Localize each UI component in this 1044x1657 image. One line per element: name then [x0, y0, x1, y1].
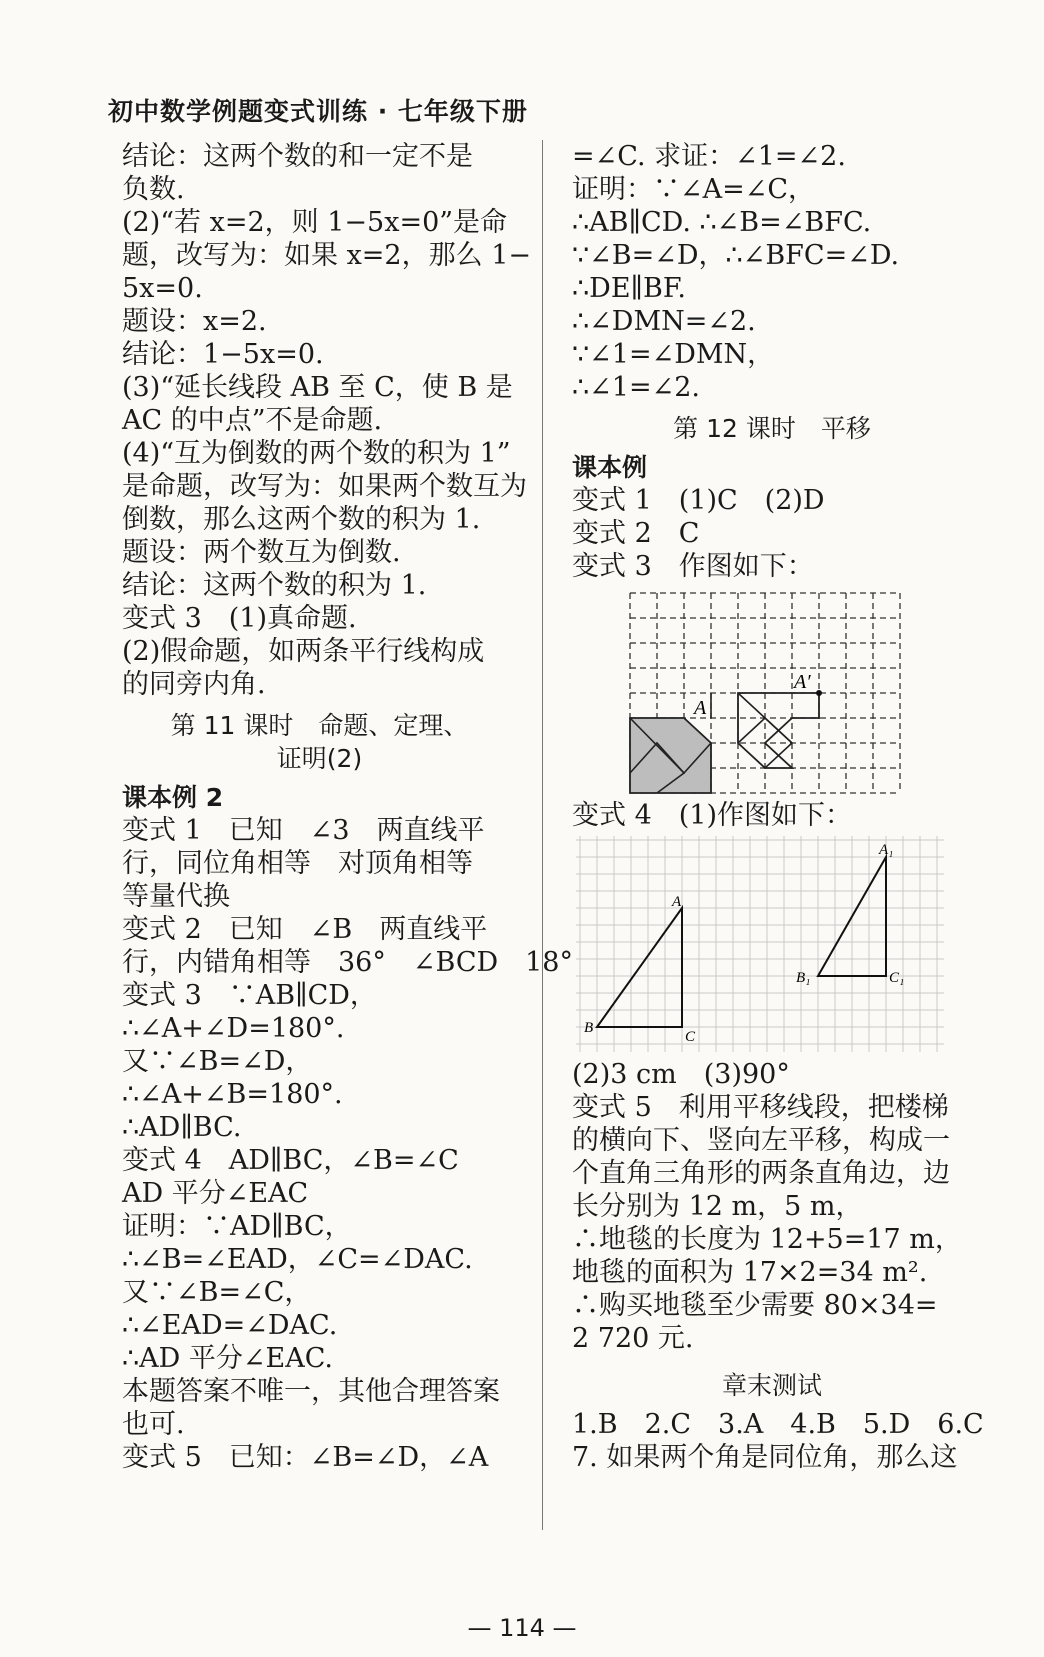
- text-line: 结论：这两个数的积为 1.: [122, 570, 427, 601]
- chapter-test-title: 章末测试: [721, 1371, 822, 1400]
- text-line: ∴AD∥BC.: [122, 1112, 242, 1143]
- text-line: 变式 1 (1)C (2)D: [572, 485, 825, 516]
- translation-figure-2: [576, 836, 946, 1054]
- chapter-test-answers: 1.B 2.C 3.A 4.B 5.D 6.C: [572, 1409, 984, 1440]
- text-line: ∵∠B=∠D，∴∠BFC=∠D.: [572, 240, 900, 271]
- label-a: A: [694, 697, 707, 719]
- section-label: 课本例 2: [122, 783, 224, 812]
- text-line: 负数.: [122, 174, 185, 205]
- triangle-abc: [597, 908, 682, 1027]
- text-line: 倒数，那么这两个数的积为 1.: [122, 504, 481, 535]
- text-line: ∴AB∥CD. ∴∠B=∠BFC.: [572, 207, 872, 238]
- text-line: 变式 1 已知 ∠3 两直线平: [122, 815, 485, 846]
- text-line: ∴∠DMN=∠2.: [572, 306, 756, 337]
- text-line: 5x=0.: [122, 273, 203, 304]
- text-line: ∴∠B=∠EAD，∠C=∠DAC.: [122, 1244, 473, 1275]
- label-b: B: [584, 1020, 594, 1036]
- text-line: 结论：1−5x=0.: [122, 339, 324, 370]
- text-line: 变式 2 C: [572, 518, 700, 549]
- text-line: 证明：∵AD∥BC，: [122, 1211, 352, 1242]
- section-label: 课本例: [572, 453, 648, 482]
- text-line: 变式 5 已知：∠B=∠D，∠A: [122, 1442, 489, 1473]
- text-line: 变式 4 (1)作图如下：: [572, 800, 853, 831]
- point-a-prime: [816, 690, 822, 696]
- text-line: (3)“延长线段 AB 至 C，使 B 是: [122, 372, 513, 403]
- text-line: (2)假命题，如两条平行线构成: [122, 636, 485, 667]
- text-line: 变式 4 AD∥BC，∠B=∠C: [122, 1145, 459, 1176]
- text-line: ∴AD 平分∠EAC.: [122, 1343, 334, 1374]
- translation-figure-1: [624, 587, 902, 795]
- text-line: (2)“若 x=2，则 1−5x=0”是命: [122, 207, 508, 238]
- text-line: (2)3 cm (3)90°: [572, 1059, 790, 1090]
- lesson-11-title-line1: 第 11 课时 命题、定理、: [170, 711, 469, 740]
- text-line: 2 720 元.: [572, 1323, 694, 1354]
- label-b1: B₁: [796, 970, 811, 986]
- text-line: 行，同位角相等 对顶角相等: [122, 848, 473, 879]
- text-line: 题设：两个数互为倒数.: [122, 537, 401, 568]
- lesson-11-title-line2: 证明(2): [276, 744, 363, 773]
- text-line: (4)“互为倒数的两个数的积为 1”: [122, 438, 511, 469]
- text-line: 也可.: [122, 1409, 185, 1440]
- label-c: C: [685, 1029, 696, 1045]
- text-line: ∴∠EAD=∠DAC.: [122, 1310, 338, 1341]
- text-line: 行，内错角相等 36° ∠BCD 18°: [122, 947, 573, 978]
- label-a-prime: A′: [794, 671, 811, 693]
- text-line: 变式 3 (1)真命题.: [122, 603, 357, 634]
- text-line: ∵∠1=∠DMN，: [572, 339, 775, 370]
- text-line: =∠C. 求证：∠1=∠2.: [572, 141, 846, 172]
- text-line: 证明：∵∠A=∠C，: [572, 174, 816, 205]
- text-line: 个直角三角形的两条直角边，边: [572, 1158, 950, 1189]
- lesson-12-title: 第 12 课时 平移: [673, 414, 871, 443]
- text-line: 是命题，改写为：如果两个数互为: [122, 471, 527, 502]
- text-line: 变式 3 ∵AB∥CD，: [122, 980, 377, 1011]
- text-line: ∴∠A+∠D=180°.: [122, 1013, 345, 1044]
- text-line: 变式 2 已知 ∠B 两直线平: [122, 914, 488, 945]
- text-line: AD 平分∠EAC: [122, 1178, 309, 1209]
- text-line: ∴地毯的长度为 12+5=17 m，: [572, 1224, 962, 1255]
- text-line: 等量代换: [122, 881, 230, 912]
- text-line: 的横向下、竖向左平移，构成一: [572, 1125, 950, 1156]
- text-line: AC 的中点”不是命题.: [122, 405, 383, 436]
- text-line: 变式 3 作图如下：: [572, 551, 814, 582]
- text-line: 7. 如果两个角是同位角，那么这: [572, 1442, 958, 1473]
- label-a1: A₁: [879, 842, 894, 858]
- label-a: A: [672, 894, 682, 910]
- text-line: 本题答案不唯一，其他合理答案: [122, 1376, 500, 1407]
- text-line: 的同旁内角.: [122, 669, 266, 700]
- text-line: 又∵∠B=∠D，: [122, 1046, 313, 1077]
- text-line: ∴购买地毯至少需要 80×34=: [572, 1290, 938, 1321]
- translated-inner-lines: [738, 718, 792, 743]
- text-line: ∴DE∥BF.: [572, 273, 686, 304]
- column-divider: [542, 140, 543, 1530]
- text-line: 结论：这两个数的和一定不是: [122, 141, 473, 172]
- right-column: [572, 140, 984, 1474]
- text-line: 题，改写为：如果 x=2，那么 1−: [122, 240, 531, 271]
- page-number: — 114 —: [467, 1614, 577, 1642]
- text-line: 长分别为 12 m，5 m，: [572, 1191, 863, 1222]
- left-column: [122, 140, 573, 1474]
- text-line: ∴∠A+∠B=180°.: [122, 1079, 343, 1110]
- lesson-11-title: [122, 709, 517, 775]
- text-line: 题设：x=2.: [122, 306, 267, 337]
- fine-grid: [576, 836, 944, 1052]
- text-line: ∴∠1=∠2.: [572, 372, 700, 403]
- text-line: 地毯的面积为 17×2=34 m².: [572, 1257, 928, 1288]
- text-line: 变式 5 利用平移线段，把楼梯: [572, 1092, 949, 1123]
- text-line: 又∵∠B=∠C，: [122, 1277, 312, 1308]
- label-c1: C₁: [889, 970, 905, 986]
- page-header: 初中数学例题变式训练 · 七年级下册: [108, 97, 528, 126]
